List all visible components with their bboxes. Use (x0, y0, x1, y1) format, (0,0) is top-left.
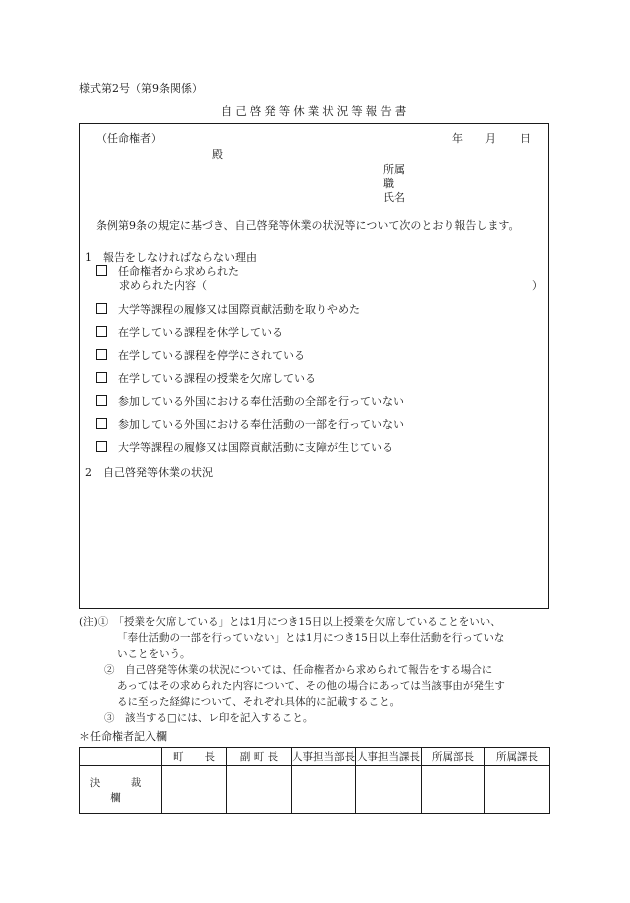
approval-sign-cell[interactable] (162, 766, 227, 814)
checkbox[interactable] (96, 418, 107, 429)
option-label: 在学している課程の授業を欠席している (118, 372, 316, 385)
option-label: 参加している外国における奉仕活動の一部を行っていない (118, 418, 404, 431)
checkbox[interactable] (96, 349, 107, 360)
note-line: 「奉仕活動の一部を行っていない」とは1月につき15日以上奉仕活動を行っていな (117, 632, 505, 644)
note-line: ② 自己啓発等休業の状況については、任命権者から求められて報告をする場合に (104, 664, 493, 676)
checkbox[interactable] (96, 372, 107, 383)
date-year: 年 (452, 132, 463, 145)
note-line: いことをいう。 (117, 648, 191, 660)
approval-row-label: 決 裁 欄 (80, 766, 162, 814)
checkbox[interactable] (96, 441, 107, 452)
option-item (96, 370, 316, 386)
note-line: ③ 該当する□には、レ印を記入すること。 (104, 712, 314, 724)
option-item (96, 416, 404, 432)
approval-header-cell: 所属課長 (485, 748, 550, 766)
approval-header-cell: 町 長 (162, 748, 227, 766)
approval-table (79, 747, 550, 814)
checkbox[interactable] (96, 303, 107, 314)
date-month: 月 (485, 132, 496, 145)
option-label: 大学等課程の履修又は国際貢献活動に支障が生じている (118, 441, 393, 454)
approval-header-cell: 所属部長 (422, 748, 485, 766)
approval-sign-cell[interactable] (485, 766, 550, 814)
position-label: 職 (383, 177, 394, 190)
option-label: 参加している外国における奉仕活動の全部を行っていない (118, 395, 404, 408)
approval-header-cell: 副 町 長 (227, 748, 292, 766)
approval-sign-row (80, 766, 550, 814)
note-line: あってはその求められた内容について、その他の場合にあっては当該事由が発生す (117, 680, 505, 692)
option-item (96, 301, 360, 317)
approval-sign-cell[interactable] (356, 766, 422, 814)
appointer-label: （任命権者） (96, 132, 162, 145)
approval-header-blank (80, 748, 162, 766)
affiliation-label: 所属 (383, 163, 405, 176)
note-line: るに至った経緯について、それぞれ具体的に記載すること。 (117, 696, 401, 708)
option-item (96, 393, 404, 409)
requested-content-label: 求められた内容（ (119, 279, 207, 292)
option-label: 在学している課程を停学にされている (118, 349, 305, 362)
checkbox[interactable] (96, 265, 107, 276)
approval-sign-cell[interactable] (292, 766, 356, 814)
option-label: 大学等課程の履修又は国際貢献活動を取りやめた (118, 303, 360, 316)
name-label: 氏名 (383, 191, 405, 204)
section2-heading: 2 自己啓発等休業の状況 (85, 466, 213, 479)
approval-header-row (80, 748, 550, 766)
date-day: 日 (520, 132, 531, 145)
report-box (79, 123, 549, 609)
option-item (96, 324, 283, 340)
approval-header-cell: 人事担当部長 (292, 748, 356, 766)
honorific-label: 殿 (212, 148, 223, 161)
section1-heading: 1 報告をしなければならない理由 (85, 251, 257, 264)
requested-content-close: ） (532, 279, 543, 292)
option-label: 任命権者から求められた (118, 265, 239, 278)
note-line: (注)① 「授業を欠席している」とは1月につき15日以上授業を欠席していることをいい、 (79, 616, 501, 628)
form-number-label: 様式第2号（第9条関係） (79, 82, 203, 95)
approval-sign-cell[interactable] (422, 766, 485, 814)
option-item (96, 347, 305, 363)
approval-header-cell: 人事担当課長 (356, 748, 422, 766)
intro-text: 条例第9条の規定に基づき、自己啓発等休業の状況等について次のとおり報告します。 (96, 219, 520, 232)
option-label: 在学している課程を休学している (118, 326, 283, 339)
approval-sign-cell[interactable] (227, 766, 292, 814)
checkbox[interactable] (96, 395, 107, 406)
recorder-section-title: ＊任命権者記入欄 (79, 730, 167, 743)
option-item (96, 439, 393, 455)
document-title: 自己啓発等休業状況等報告書 (220, 104, 410, 118)
checkbox[interactable] (96, 326, 107, 337)
